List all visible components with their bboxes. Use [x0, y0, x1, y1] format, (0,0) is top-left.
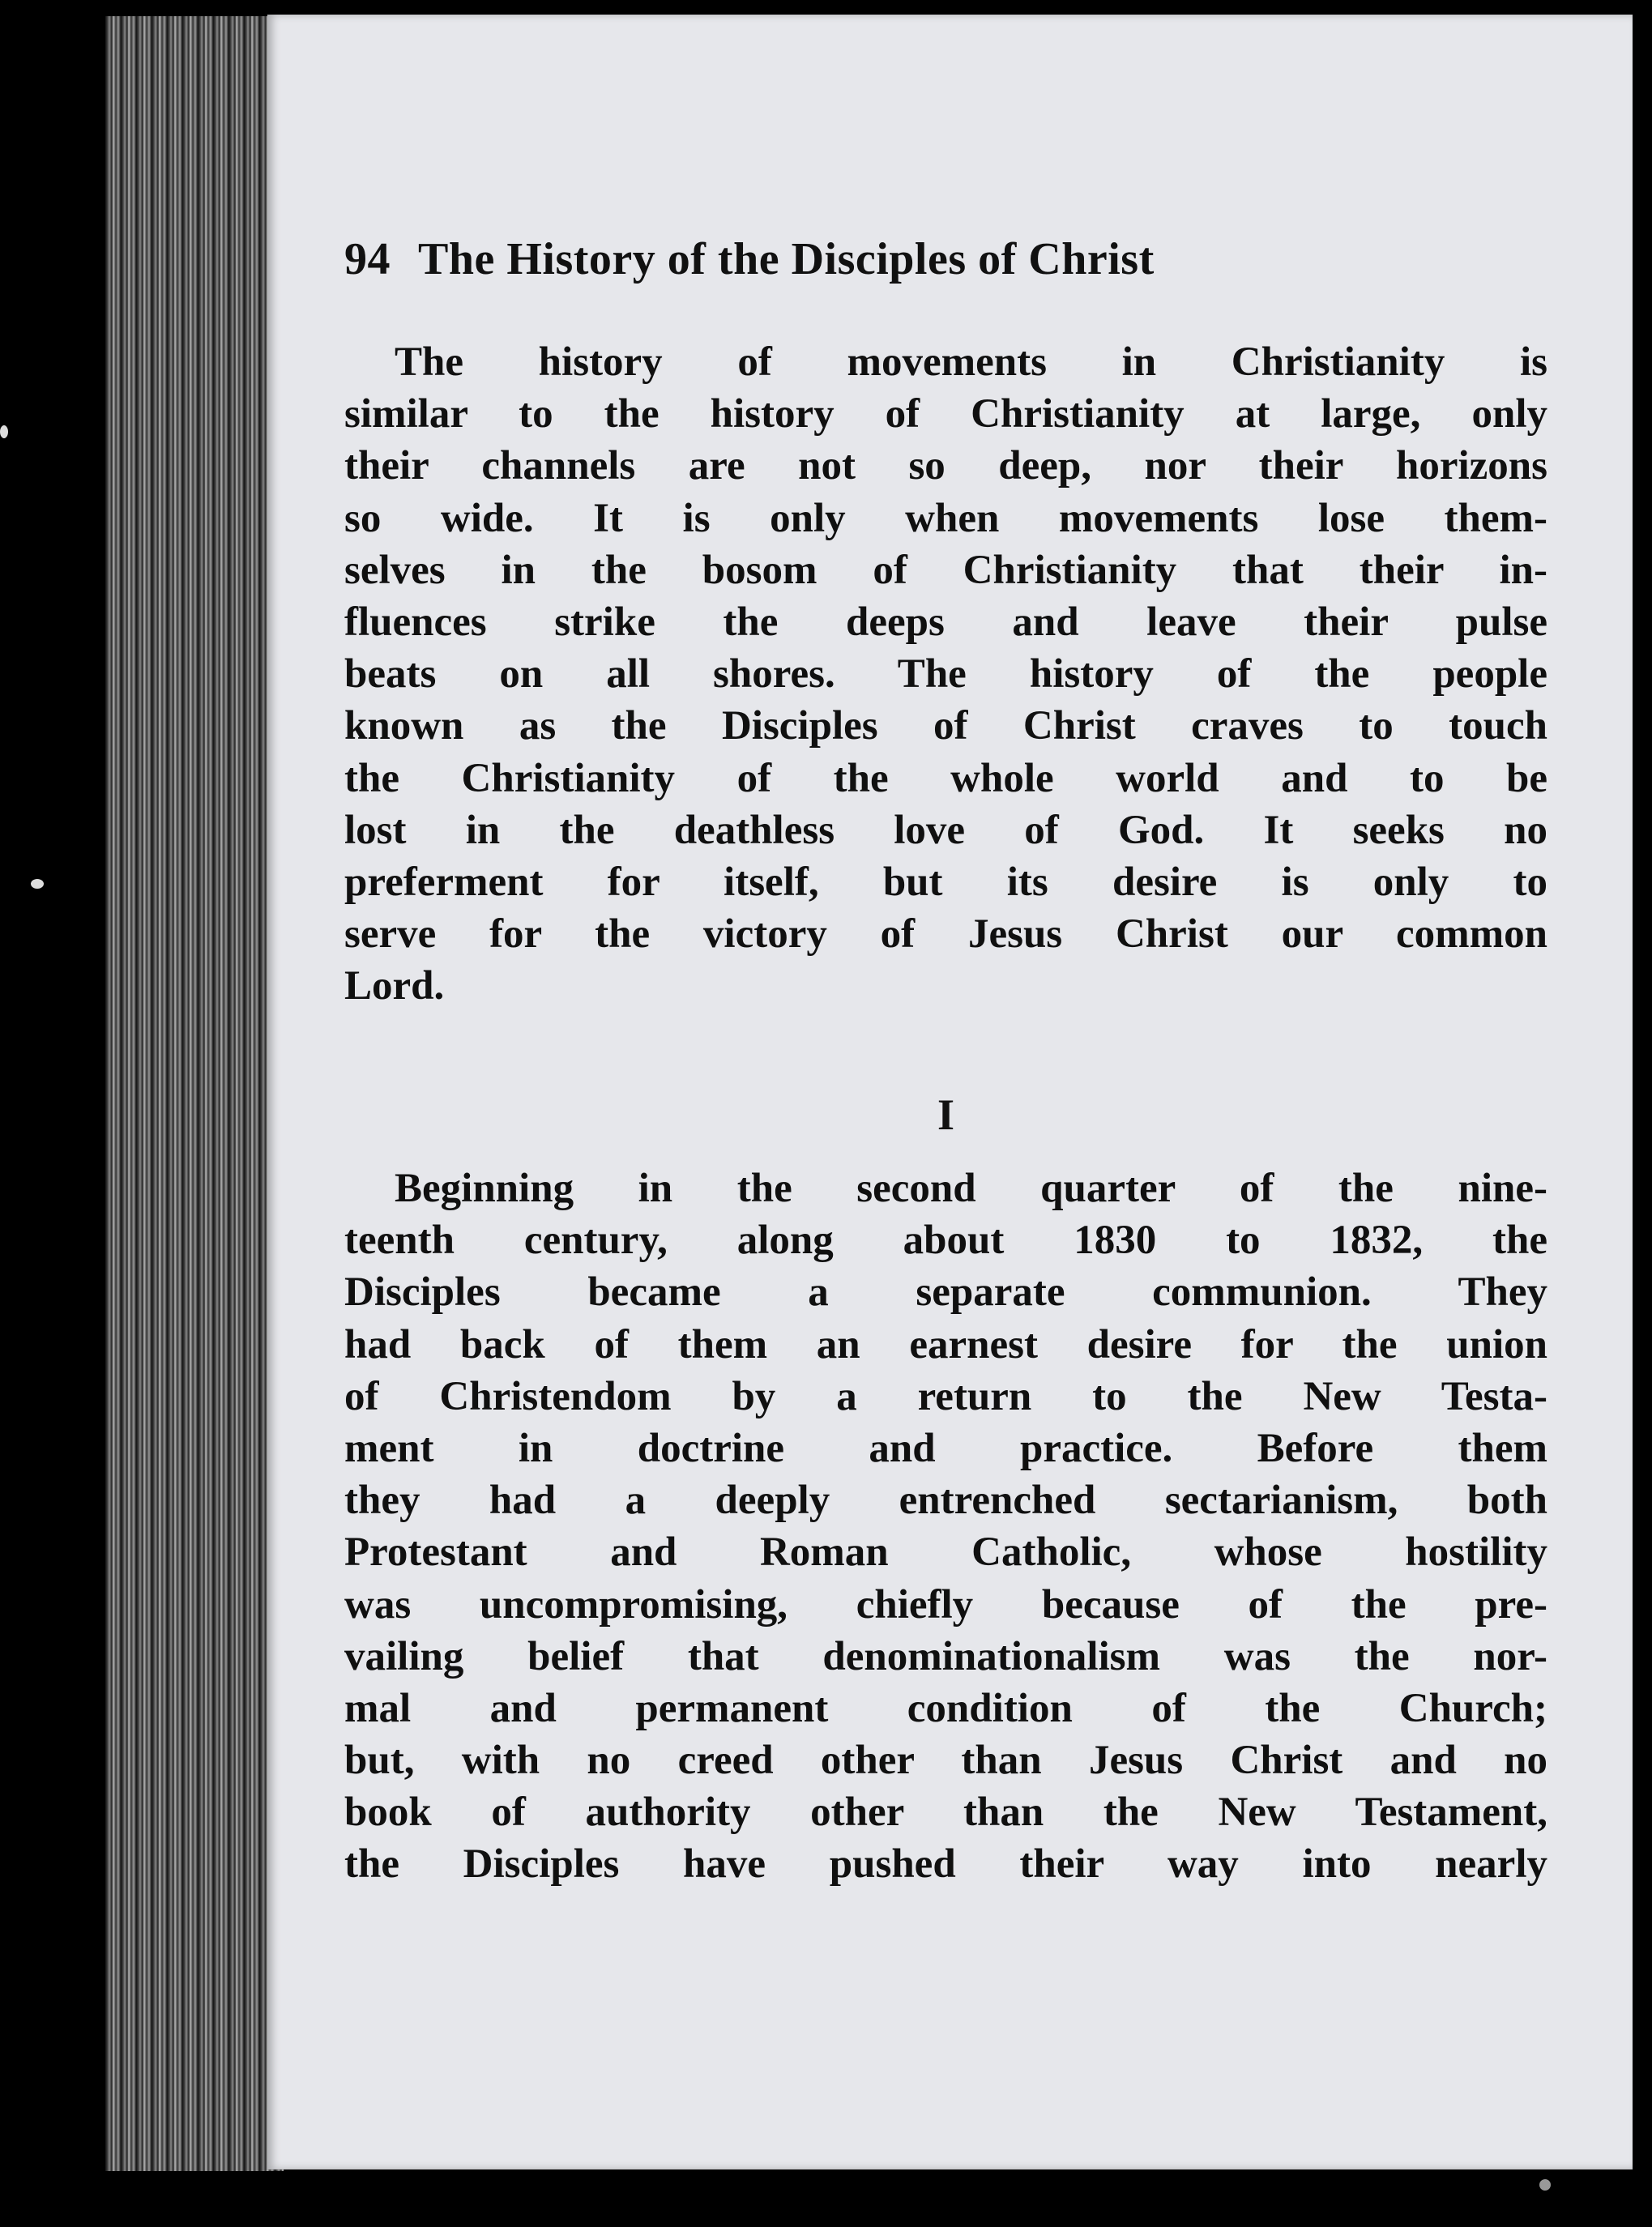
text-line: similar to the history of Christianity at large, only: [344, 391, 1547, 437]
section-number: I: [937, 1090, 954, 1139]
text-line: lost in the deathless love of God. It seeks no: [344, 807, 1547, 853]
text-line: Disciples became a separate communion. They: [344, 1269, 1547, 1316]
text-line: teenth century, along about 1830 to 1832, the: [344, 1218, 1547, 1264]
text-line: fluences strike the deeps and leave their pulse: [344, 599, 1547, 645]
text-line: the Disciples have pushed their way into nearly: [344, 1841, 1547, 1888]
text-line: Lord.: [344, 963, 445, 1009]
running-header-title: The History of the Disciples of Christ: [418, 234, 1155, 284]
book-binding-edge: [105, 16, 284, 2171]
text-line: The history of movements in Christianity is: [395, 339, 1547, 385]
text-line: vailing belief that denominationalism was the nor-: [344, 1633, 1547, 1679]
text-line: known as the Disciples of Christ craves to touch: [344, 703, 1547, 749]
text-line: so wide. It is only when movements lose them-: [344, 495, 1547, 541]
text-line: mal and permanent condition of the Church;: [344, 1685, 1547, 1731]
text-line: they had a deeply entrenched sectarianism, both: [344, 1478, 1547, 1524]
text-line: the Christianity of the whole world and to be: [344, 755, 1547, 801]
scan-speck: [1539, 2179, 1551, 2191]
text-line: Protestant and Roman Catholic, whose hostility: [344, 1529, 1547, 1576]
text-line: but, with no creed other than Jesus Christ and no: [344, 1738, 1547, 1784]
text-line: Beginning in the second quarter of the nine-: [395, 1166, 1547, 1211]
scan-speck: [0, 425, 8, 438]
text-line: preferment for itself, but its desire is only to: [344, 859, 1547, 905]
text-line: their channels are not so deep, nor their horizons: [344, 443, 1547, 489]
text-line: book of authority other than the New Testament,: [344, 1790, 1547, 1836]
text-line: of Christendom by a return to the New Testa-: [344, 1373, 1547, 1419]
running-header: [344, 233, 1479, 285]
text-line: ment in doctrine and practice. Before them: [344, 1425, 1547, 1471]
scan-speck: [31, 879, 44, 889]
text-line: serve for the victory of Jesus Christ our common: [344, 911, 1547, 958]
text-line: beats on all shores. The history of the people: [344, 651, 1547, 698]
text-line: had back of them an earnest desire for the union: [344, 1321, 1547, 1367]
paragraph-1: [344, 336, 1547, 1012]
text-line: selves in the bosom of Christianity that their in-: [344, 547, 1547, 593]
text-line: was uncompromising, chiefly because of the pre-: [344, 1581, 1547, 1628]
paragraph-2: [344, 1163, 1547, 1891]
page-number: 94: [344, 234, 391, 284]
